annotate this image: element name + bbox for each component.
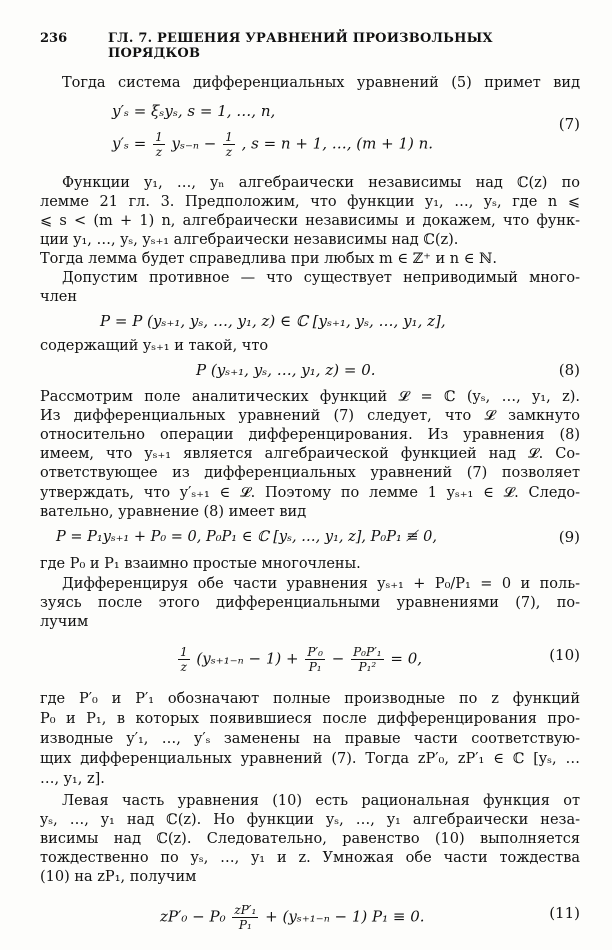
text-line: лемме 21 гл. 3. Предположим, что функции y₁, …, yₛ, где n ⩽ xyxy=(40,194,580,210)
numerator: P₀P′₁ xyxy=(353,645,382,659)
text-line: висимы над ℂ(z). Следовательно, равенство (10) выполняется xyxy=(40,831,580,847)
text-line: (10) на zP₁, получим xyxy=(40,869,197,885)
eq-part: − xyxy=(331,649,345,668)
text-line: Тогда система дифференциальных уравнений (5) примет вид xyxy=(62,75,580,91)
equation-11 xyxy=(160,903,425,932)
eq-part: + (yₛ₊₁₋ₙ − 1) P₁ ≡ 0. xyxy=(265,907,425,926)
eq-part: yₛ₋ₙ − xyxy=(171,134,217,153)
eq-part: zP′₀ − P₀ xyxy=(160,907,226,926)
text-line: изводные y′₁, …, y′ₛ заменены на правые части соответствую- xyxy=(40,731,580,747)
text-line: утверждать, что y′ₛ₊₁ ∈ 𝓛. Поэтому по лемме 1 yₛ₊₁ ∈ 𝓛. Следо- xyxy=(40,485,580,501)
denominator: z xyxy=(155,145,163,159)
text-line: Функции y₁, …, yₙ алгебраически независимы над ℂ(z) по xyxy=(62,175,580,191)
text-line: Левая часть уравнения (10) есть рациональная функция от xyxy=(62,793,580,809)
numerator: 1 xyxy=(225,130,233,144)
equation-10 xyxy=(176,645,422,674)
text-line: содержащий yₛ₊₁ и такой, что xyxy=(40,338,269,354)
text-line: где P′₀ и P′₁ обозначают полные производные по z функций xyxy=(40,691,580,707)
text-line: вательно, уравнение (8) имеет вид xyxy=(40,504,307,520)
text-line: Тогда лемма будет справедлива при любых m ∈ ℤ⁺ и n ∈ ℕ. xyxy=(40,251,497,267)
text-line: Из дифференциальных уравнений (7) следует, что 𝓛 замкнуто xyxy=(40,408,580,424)
denominator: P₁² xyxy=(358,660,377,674)
text-line: P₀ и P₁, в которых появившиеся после дифференцирования про- xyxy=(40,711,580,727)
numerator: zP′₁ xyxy=(234,903,257,917)
text-line: зуясь после этого дифференциальными уравнениями (7), по- xyxy=(40,595,580,611)
equation-9: P = P₁yₛ₊₁ + P₀ = 0, P₀P₁ ∈ ℂ [yₛ, …, y₁, z], P₀P₁ ≢ 0, xyxy=(56,529,437,545)
text-line: Рассмотрим поле аналитических функций 𝓛 = ℂ (yₛ, …, y₁, z). xyxy=(40,389,580,405)
text-line: yₛ, …, y₁ над ℂ(z). Но функции yₛ, …, y₁ алгебраически неза- xyxy=(40,812,580,828)
page-number: 236 xyxy=(40,31,68,46)
denominator: P₁ xyxy=(308,660,322,674)
fraction xyxy=(232,903,258,932)
text-line: ции y₁, …, yₛ, yₛ₊₁ алгебраически независимы над ℂ(z). xyxy=(40,232,459,248)
text-line: …, y₁, z]. xyxy=(40,771,105,787)
equation-7b xyxy=(112,130,433,159)
text-line: лучим xyxy=(40,614,89,630)
text-line: имеем, что yₛ₊₁ является алгебраической функцией над 𝓛. Со- xyxy=(40,446,580,462)
equation-number: (7) xyxy=(558,115,580,133)
denominator: P₁ xyxy=(238,918,252,932)
text-line: ответствующее из дифференциальных уравнений (7) позволяет xyxy=(40,465,580,481)
equation-number: (9) xyxy=(558,528,580,546)
text-line: член xyxy=(40,289,78,305)
eq-part: , s = n + 1, …, (m + 1) n. xyxy=(241,134,434,153)
eq-part: = 0, xyxy=(390,649,423,668)
denominator: z xyxy=(180,660,187,674)
text-line: щих дифференциальных уравнений (7). Тогда zP′₀, zP′₁ ∈ ℂ [yₛ, … xyxy=(40,751,580,767)
fraction xyxy=(305,645,325,674)
equation-7a: y′ₛ = ξₛyₛ, s = 1, …, n, xyxy=(112,102,276,120)
fraction xyxy=(178,645,190,674)
text-line: ⩽ s < (m + 1) n, алгебраически независимы и докажем, что функ- xyxy=(40,213,580,229)
text-line: относительно операции дифференцирования. Из уравнения (8) xyxy=(40,427,580,443)
denominator: z xyxy=(225,145,233,159)
equation-number: (11) xyxy=(549,904,580,922)
fraction xyxy=(153,130,165,159)
numerator: P′₀ xyxy=(307,645,323,659)
text-line: тождественно по yₛ, …, y₁ и z. Умножая обе части тождества xyxy=(40,850,580,866)
eq-part: (yₛ₊₁₋ₙ − 1) + xyxy=(196,649,299,668)
equation-8: P (yₛ₊₁, yₛ, …, y₁, z) = 0. xyxy=(196,361,376,379)
equation-P: P = P (yₛ₊₁, yₛ, …, y₁, z) ∈ ℂ [yₛ₊₁, yₛ, …, y₁, z], xyxy=(100,312,446,330)
text-line: где P₀ и P₁ взаимно простые многочлены. xyxy=(40,556,361,572)
text-line: Дифференцируя обе части уравнения yₛ₊₁ + P₀/P₁ = 0 и поль- xyxy=(62,576,580,592)
numerator: 1 xyxy=(180,645,188,659)
equation-number: (8) xyxy=(558,361,580,379)
text-line: Допустим противное — что существует неприводимый много- xyxy=(62,270,580,286)
equation-number: (10) xyxy=(549,646,580,664)
fraction xyxy=(351,645,384,674)
numerator: 1 xyxy=(155,130,163,144)
fraction xyxy=(223,130,235,159)
running-title: ГЛ. 7. РЕШЕНИЯ УРАВНЕНИЙ ПРОИЗВОЛЬНЫХ ПОРЯДКОВ xyxy=(108,31,493,61)
eq-part: y′ₛ = xyxy=(112,134,147,153)
